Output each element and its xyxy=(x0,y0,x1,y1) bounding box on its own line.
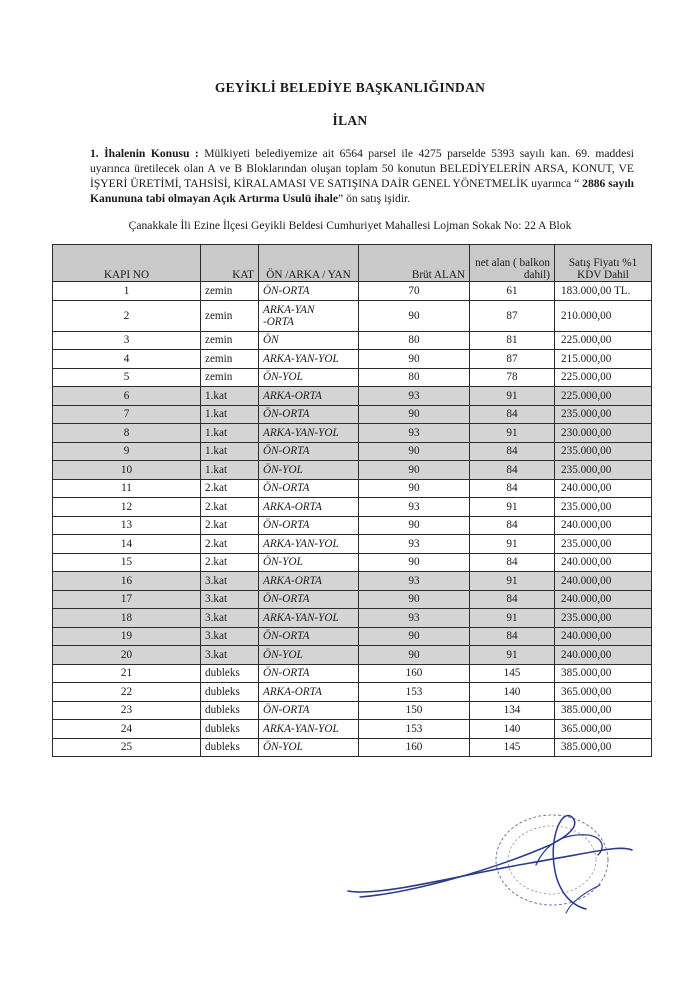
cell-brut-alan: 90 xyxy=(359,300,470,331)
cell-net-alan: 78 xyxy=(470,368,555,387)
tender-subject-paragraph xyxy=(90,146,634,206)
cell-brut-alan: 90 xyxy=(359,350,470,369)
cell-brut-alan: 93 xyxy=(359,424,470,443)
cell-kat: 3.kat xyxy=(201,572,259,591)
cell-yon: ÖN-ORTA xyxy=(259,701,359,720)
cell-satis-fiyati: 235.000,00 xyxy=(555,498,652,517)
cell-kapi-no: 6 xyxy=(53,387,201,406)
cell-satis-fiyati: 225.000,00 xyxy=(555,368,652,387)
cell-brut-alan: 93 xyxy=(359,572,470,591)
cell-brut-alan: 153 xyxy=(359,683,470,702)
cell-net-alan: 91 xyxy=(470,498,555,517)
cell-net-alan: 145 xyxy=(470,738,555,757)
cell-kat: 1.kat xyxy=(201,424,259,443)
cell-yon: ÖN-YOL xyxy=(259,461,359,480)
table-row xyxy=(53,664,652,683)
cell-kat: dubleks xyxy=(201,738,259,757)
cell-yon: ÖN-ORTA xyxy=(259,664,359,683)
table-row xyxy=(53,720,652,739)
cell-yon: ARKA-YAN-YOL xyxy=(259,350,359,369)
cell-yon: ARKA-ORTA xyxy=(259,683,359,702)
cell-brut-alan: 80 xyxy=(359,368,470,387)
table-row xyxy=(53,387,652,406)
cell-brut-alan: 93 xyxy=(359,498,470,517)
cell-kapi-no: 16 xyxy=(53,572,201,591)
header-kat: KAT xyxy=(201,245,259,282)
cell-net-alan: 91 xyxy=(470,609,555,628)
cell-kapi-no: 8 xyxy=(53,424,201,443)
cell-yon: ÖN-YOL xyxy=(259,368,359,387)
cell-kapi-no: 4 xyxy=(53,350,201,369)
table-row xyxy=(53,516,652,535)
cell-kat: zemin xyxy=(201,282,259,301)
cell-kapi-no: 14 xyxy=(53,535,201,554)
table-row xyxy=(53,405,652,424)
cell-kapi-no: 22 xyxy=(53,683,201,702)
table-row xyxy=(53,701,652,720)
cell-brut-alan: 93 xyxy=(359,609,470,628)
notice-title: İLAN xyxy=(332,113,368,128)
cell-yon: ARKA-YAN-YOL xyxy=(259,535,359,554)
table-row xyxy=(53,646,652,665)
cell-net-alan: 87 xyxy=(470,300,555,331)
cell-kat: 3.kat xyxy=(201,590,259,609)
header-kapi-no: KAPI NO xyxy=(53,245,201,282)
cell-yon: ÖN-ORTA xyxy=(259,516,359,535)
cell-satis-fiyati: 235.000,00 xyxy=(555,609,652,628)
cell-satis-fiyati: 240.000,00 xyxy=(555,590,652,609)
cell-brut-alan: 90 xyxy=(359,646,470,665)
cell-kapi-no: 19 xyxy=(53,627,201,646)
cell-kat: 2.kat xyxy=(201,479,259,498)
cell-kapi-no: 3 xyxy=(53,331,201,350)
cell-brut-alan: 90 xyxy=(359,405,470,424)
cell-kat: 2.kat xyxy=(201,553,259,572)
header-satis-fiyati xyxy=(555,245,652,282)
cell-satis-fiyati: 225.000,00 xyxy=(555,331,652,350)
cell-kapi-no: 11 xyxy=(53,479,201,498)
cell-kat: dubleks xyxy=(201,664,259,683)
header-net-alan xyxy=(470,245,555,282)
cell-net-alan: 91 xyxy=(470,646,555,665)
cell-yon: ARKA-YAN-YOL xyxy=(259,720,359,739)
cell-kat: 3.kat xyxy=(201,627,259,646)
cell-kat: 3.kat xyxy=(201,646,259,665)
cell-net-alan: 91 xyxy=(470,572,555,591)
table-row xyxy=(53,350,652,369)
table-row xyxy=(53,331,652,350)
cell-satis-fiyati: 215.000,00 xyxy=(555,350,652,369)
cell-satis-fiyati: 240.000,00 xyxy=(555,627,652,646)
cell-satis-fiyati: 365.000,00 xyxy=(555,683,652,702)
cell-kapi-no: 2 xyxy=(53,300,201,331)
cell-net-alan: 145 xyxy=(470,664,555,683)
cell-satis-fiyati: 240.000,00 xyxy=(555,479,652,498)
cell-brut-alan: 90 xyxy=(359,590,470,609)
cell-satis-fiyati: 385.000,00 xyxy=(555,664,652,683)
cell-satis-fiyati: 225.000,00 xyxy=(555,387,652,406)
cell-yon: ÖN-YOL xyxy=(259,646,359,665)
cell-kapi-no: 5 xyxy=(53,368,201,387)
cell-brut-alan: 90 xyxy=(359,479,470,498)
cell-brut-alan: 90 xyxy=(359,516,470,535)
cell-net-alan: 84 xyxy=(470,442,555,461)
tender-law-reference: 2886 sayılı Kanununa tabi olmayan Açık Artırma Usulü ihale xyxy=(90,177,635,205)
cell-net-alan: 61 xyxy=(470,282,555,301)
signature-seal-icon xyxy=(340,805,640,935)
cell-yon: ARKA-ORTA xyxy=(259,387,359,406)
cell-brut-alan: 150 xyxy=(359,701,470,720)
cell-net-alan: 140 xyxy=(470,683,555,702)
table-row xyxy=(53,535,652,554)
tender-subject-text: Mülkiyeti belediyemize ait 6564 parsel ile 4275 parselde 5393 sayılı kan. 69. maddesi uyarınca üretilecek olan A ve B Bloklarından oluşan toplam 50 konutun BELEDİYELERİN ARSA, KONUT, VE İŞYERİ ÜRETİMİ, TAHSİSİ, KİRALAMASI VE SATIŞINA DAİR GENEL YÖNETMELİK uyarınca “ xyxy=(90,147,634,190)
cell-net-alan: 84 xyxy=(470,627,555,646)
cell-net-alan: 91 xyxy=(470,424,555,443)
cell-kapi-no: 10 xyxy=(53,461,201,480)
cell-brut-alan: 90 xyxy=(359,461,470,480)
cell-kapi-no: 7 xyxy=(53,405,201,424)
cell-kapi-no: 13 xyxy=(53,516,201,535)
cell-kapi-no: 25 xyxy=(53,738,201,757)
cell-kapi-no: 15 xyxy=(53,553,201,572)
cell-kapi-no: 18 xyxy=(53,609,201,628)
table-row xyxy=(53,738,652,757)
cell-yon: ARKA-YAN-ORTA xyxy=(259,300,359,331)
table-row xyxy=(53,300,652,331)
cell-yon: ÖN-ORTA xyxy=(259,405,359,424)
property-location: Çanakkale İli Ezine İlçesi Geyikli Beldesi Cumhuriyet Mahallesi Lojman Sokak No: 22 A Blok xyxy=(128,219,572,232)
cell-yon: ÖN-ORTA xyxy=(259,627,359,646)
cell-brut-alan: 90 xyxy=(359,627,470,646)
cell-satis-fiyati: 240.000,00 xyxy=(555,516,652,535)
cell-yon: ÖN-YOL xyxy=(259,553,359,572)
cell-net-alan: 134 xyxy=(470,701,555,720)
cell-brut-alan: 160 xyxy=(359,738,470,757)
cell-kat: zemin xyxy=(201,300,259,331)
cell-satis-fiyati: 235.000,00 xyxy=(555,535,652,554)
cell-kat: zemin xyxy=(201,368,259,387)
table-header-row xyxy=(53,245,652,282)
tender-subject-label: 1. İhalenin Konusu : xyxy=(90,147,199,160)
cell-net-alan: 87 xyxy=(470,350,555,369)
header-brut-alan: Brüt ALAN xyxy=(359,245,470,282)
cell-yon: ÖN-ORTA xyxy=(259,442,359,461)
cell-kapi-no: 21 xyxy=(53,664,201,683)
cell-brut-alan: 70 xyxy=(359,282,470,301)
cell-net-alan: 84 xyxy=(470,479,555,498)
cell-satis-fiyati: 365.000,00 xyxy=(555,720,652,739)
cell-kat: zemin xyxy=(201,331,259,350)
cell-brut-alan: 90 xyxy=(359,553,470,572)
cell-yon: ÖN-ORTA xyxy=(259,282,359,301)
cell-satis-fiyati: 385.000,00 xyxy=(555,738,652,757)
cell-net-alan: 84 xyxy=(470,461,555,480)
cell-satis-fiyati: 235.000,00 xyxy=(555,442,652,461)
units-price-table xyxy=(52,244,652,757)
tender-subject-closing: ” ön satış işidir. xyxy=(338,192,411,205)
table-row xyxy=(53,368,652,387)
cell-kat: 1.kat xyxy=(201,442,259,461)
cell-brut-alan: 90 xyxy=(359,442,470,461)
cell-kapi-no: 20 xyxy=(53,646,201,665)
cell-satis-fiyati: 210.000,00 xyxy=(555,300,652,331)
cell-brut-alan: 93 xyxy=(359,387,470,406)
table-row xyxy=(53,282,652,301)
table-row xyxy=(53,442,652,461)
cell-net-alan: 84 xyxy=(470,590,555,609)
cell-kapi-no: 23 xyxy=(53,701,201,720)
cell-yon: ARKA-YAN-YOL xyxy=(259,609,359,628)
cell-yon: ÖN-ORTA xyxy=(259,590,359,609)
cell-net-alan: 91 xyxy=(470,387,555,406)
cell-kapi-no: 17 xyxy=(53,590,201,609)
table-row xyxy=(53,572,652,591)
table-row xyxy=(53,609,652,628)
cell-satis-fiyati: 240.000,00 xyxy=(555,553,652,572)
cell-satis-fiyati: 235.000,00 xyxy=(555,405,652,424)
table-row xyxy=(53,683,652,702)
cell-kat: dubleks xyxy=(201,720,259,739)
cell-yon: ÖN-YOL xyxy=(259,738,359,757)
cell-kat: 2.kat xyxy=(201,516,259,535)
cell-kat: 1.kat xyxy=(201,461,259,480)
cell-kat: 1.kat xyxy=(201,405,259,424)
cell-kapi-no: 9 xyxy=(53,442,201,461)
cell-yon: ÖN xyxy=(259,331,359,350)
cell-kapi-no: 12 xyxy=(53,498,201,517)
cell-kat: 2.kat xyxy=(201,498,259,517)
cell-brut-alan: 93 xyxy=(359,535,470,554)
cell-kat: dubleks xyxy=(201,701,259,720)
cell-satis-fiyati: 240.000,00 xyxy=(555,572,652,591)
table-row xyxy=(53,461,652,480)
cell-yon: ÖN-ORTA xyxy=(259,479,359,498)
table-row xyxy=(53,553,652,572)
cell-satis-fiyati: 235.000,00 xyxy=(555,461,652,480)
cell-net-alan: 81 xyxy=(470,331,555,350)
cell-yon: ARKA-YAN-YOL xyxy=(259,424,359,443)
table-row xyxy=(53,498,652,517)
cell-satis-fiyati: 230.000,00 xyxy=(555,424,652,443)
cell-net-alan: 140 xyxy=(470,720,555,739)
cell-brut-alan: 153 xyxy=(359,720,470,739)
table-row xyxy=(53,590,652,609)
institution-title: GEYİKLİ BELEDİYE BAŞKANLIĞINDAN xyxy=(214,80,486,95)
cell-satis-fiyati: 183.000,00 TL. xyxy=(555,282,652,301)
header-yon xyxy=(259,245,359,282)
cell-kapi-no: 1 xyxy=(53,282,201,301)
table-row xyxy=(53,627,652,646)
cell-yon: ARKA-ORTA xyxy=(259,572,359,591)
cell-brut-alan: 160 xyxy=(359,664,470,683)
cell-net-alan: 91 xyxy=(470,535,555,554)
table-row xyxy=(53,424,652,443)
cell-brut-alan: 80 xyxy=(359,331,470,350)
cell-yon: ARKA-ORTA xyxy=(259,498,359,517)
cell-net-alan: 84 xyxy=(470,405,555,424)
cell-kat: 3.kat xyxy=(201,609,259,628)
cell-net-alan: 84 xyxy=(470,516,555,535)
header-satis-fiyati-text: Satış Fiyatı %1 KDV Dahil xyxy=(568,257,638,281)
cell-kat: 1.kat xyxy=(201,387,259,406)
table-row xyxy=(53,479,652,498)
cell-satis-fiyati: 385.000,00 xyxy=(555,701,652,720)
cell-satis-fiyati: 240.000,00 xyxy=(555,646,652,665)
cell-kat: 2.kat xyxy=(201,535,259,554)
header-yon-text: ÖN /ARKA / YAN xyxy=(266,269,351,281)
cell-kat: zemin xyxy=(201,350,259,369)
cell-kapi-no: 24 xyxy=(53,720,201,739)
cell-kat: dubleks xyxy=(201,683,259,702)
header-net-alan-text: net alan ( balkon dahil) xyxy=(475,257,550,281)
cell-net-alan: 84 xyxy=(470,553,555,572)
